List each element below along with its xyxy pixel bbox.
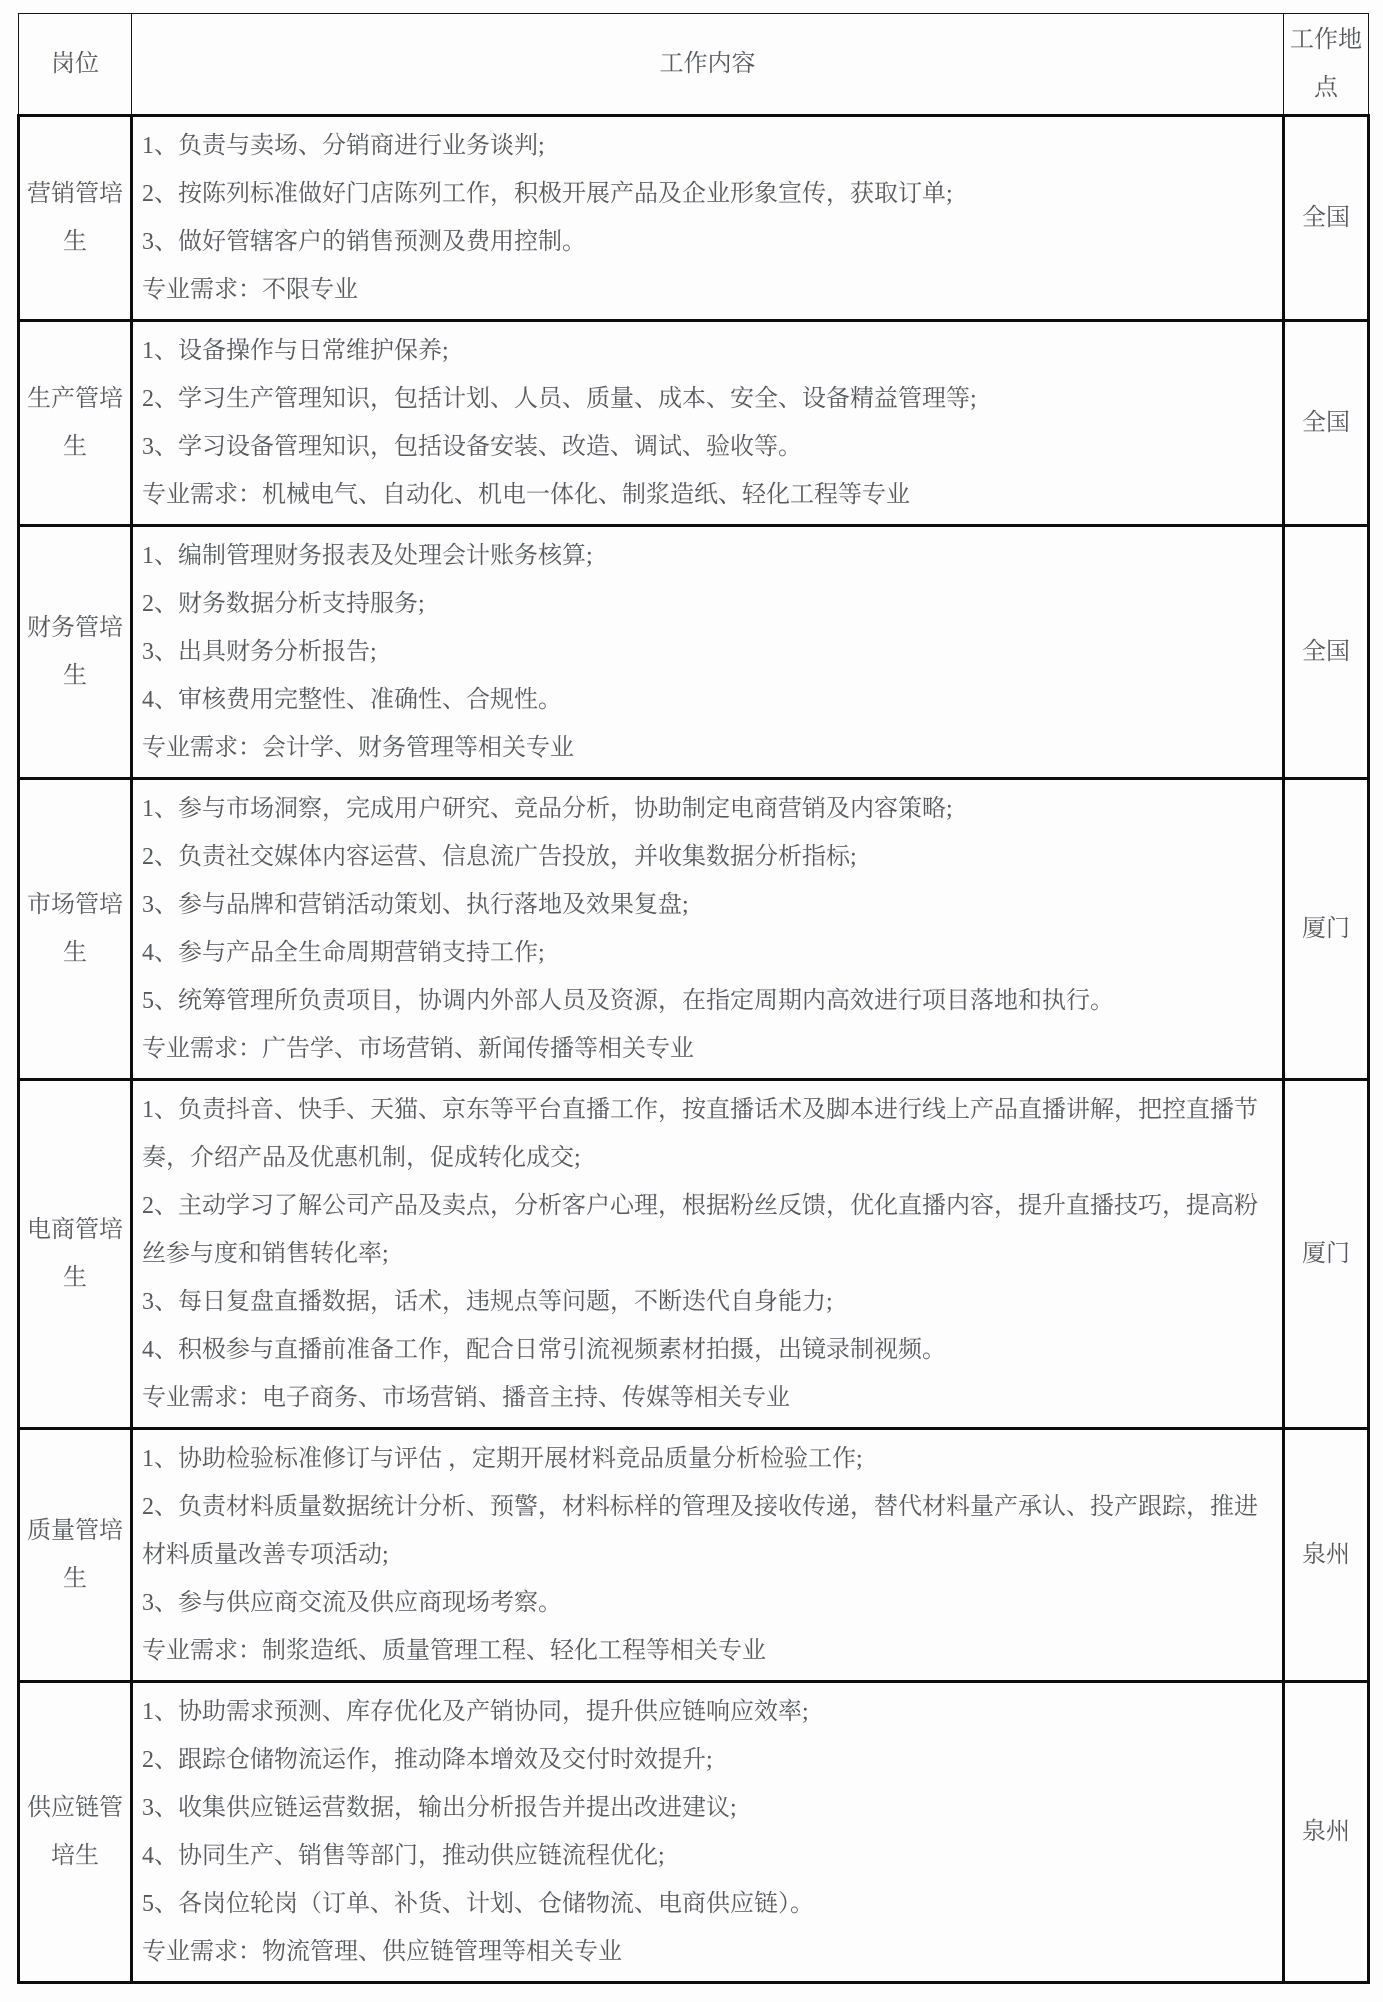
duties-cell <box>132 1429 1284 1682</box>
location-cell: 全国 <box>1284 116 1369 321</box>
job-postings-table <box>17 13 1370 1984</box>
duty-line: 2、主动学习了解公司产品及卖点，分析客户心理，根据粉丝反馈，优化直播内容，提升直播技巧，提高粉丝参与度和销售转化率; <box>142 1193 1258 1267</box>
header-position: 岗位 <box>19 14 132 116</box>
duty-line: 1、协助检验标准修订与评估 ，定期开展材料竞品质量分析检验工作; <box>142 1446 863 1472</box>
duties-cell <box>132 1682 1284 1983</box>
duty-line: 3、参与品牌和营销活动策划、执行落地及效果复盘; <box>142 892 689 918</box>
location-cell: 厦门 <box>1284 779 1369 1080</box>
duties-cell <box>132 321 1284 526</box>
duty-line: 5、各岗位轮岗（订单、补货、计划、仓储物流、电商供应链）。 <box>142 1891 814 1917</box>
position-cell: 生产管培生 <box>19 321 132 526</box>
location-cell: 厦门 <box>1284 1080 1369 1429</box>
duty-line: 3、学习设备管理知识，包括设备安装、改造、调试、验收等。 <box>142 434 802 460</box>
duties-cell <box>132 116 1284 321</box>
duty-line: 专业需求：电子商务、市场营销、播音主持、传媒等相关专业 <box>142 1385 790 1411</box>
location-cell: 全国 <box>1284 321 1369 526</box>
duty-line: 3、收集供应链运营数据，输出分析报告并提出改进建议; <box>142 1795 737 1821</box>
duty-line: 2、学习生产管理知识，包括计划、人员、质量、成本、安全、设备精益管理等; <box>142 386 977 412</box>
location-cell: 全国 <box>1284 526 1369 779</box>
table-row <box>19 321 1369 526</box>
duty-line: 1、编制管理财务报表及处理会计账务核算; <box>142 543 593 569</box>
duty-line: 4、协同生产、销售等部门，推动供应链流程优化; <box>142 1843 665 1869</box>
table-row <box>19 526 1369 779</box>
table-row <box>19 779 1369 1080</box>
duty-line: 1、协助需求预测、库存优化及产销协同，提升供应链响应效率; <box>142 1699 809 1725</box>
duties-cell <box>132 1080 1284 1429</box>
location-cell: 泉州 <box>1284 1429 1369 1682</box>
duty-line: 4、审核费用完整性、准确性、合规性。 <box>142 687 562 713</box>
table-body <box>19 116 1369 1983</box>
duty-line: 专业需求：会计学、财务管理等相关专业 <box>142 735 574 761</box>
position-cell: 电商管培生 <box>19 1080 132 1429</box>
duty-line: 5、统筹管理所负责项目，协调内外部人员及资源，在指定周期内高效进行项目落地和执行。 <box>142 988 1114 1014</box>
duty-line: 专业需求：制浆造纸、质量管理工程、轻化工程等相关专业 <box>142 1638 766 1664</box>
duty-line: 2、跟踪仓储物流运作，推动降本增效及交付时效提升; <box>142 1747 713 1773</box>
location-cell: 泉州 <box>1284 1682 1369 1983</box>
position-cell: 财务管培生 <box>19 526 132 779</box>
header-location: 工作地点 <box>1284 14 1369 116</box>
duty-line: 专业需求：广告学、市场营销、新闻传播等相关专业 <box>142 1036 694 1062</box>
table-row <box>19 1080 1369 1429</box>
position-cell: 供应链管培生 <box>19 1682 132 1983</box>
header-duties: 工作内容 <box>132 14 1284 116</box>
duty-line: 3、每日复盘直播数据，话术，违规点等问题，不断迭代自身能力; <box>142 1289 833 1315</box>
duty-line: 1、参与市场洞察，完成用户研究、竞品分析，协助制定电商营销及内容策略; <box>142 796 953 822</box>
duty-line: 专业需求：物流管理、供应链管理等相关专业 <box>142 1939 622 1965</box>
duty-line: 1、设备操作与日常维护保养; <box>142 338 449 364</box>
duty-line: 2、负责社交媒体内容运营、信息流广告投放，并收集数据分析指标; <box>142 844 857 870</box>
table-row <box>19 1429 1369 1682</box>
duty-line: 3、参与供应商交流及供应商现场考察。 <box>142 1590 562 1616</box>
duties-cell <box>132 526 1284 779</box>
duty-line: 2、按陈列标准做好门店陈列工作，积极开展产品及企业形象宣传，获取订单; <box>142 181 953 207</box>
position-cell: 市场管培生 <box>19 779 132 1080</box>
duty-line: 3、做好管辖客户的销售预测及费用控制。 <box>142 229 586 255</box>
duty-line: 2、财务数据分析支持服务; <box>142 591 425 617</box>
duty-line: 4、参与产品全生命周期营销支持工作; <box>142 940 545 966</box>
table-row <box>19 1682 1369 1983</box>
duty-line: 专业需求：机械电气、自动化、机电一体化、制浆造纸、轻化工程等专业 <box>142 482 910 508</box>
duty-line: 4、积极参与直播前准备工作，配合日常引流视频素材拍摄，出镜录制视频。 <box>142 1337 946 1363</box>
table-row <box>19 116 1369 321</box>
duty-line: 3、出具财务分析报告; <box>142 639 377 665</box>
table-header <box>19 14 1369 116</box>
duty-line: 1、负责与卖场、分销商进行业务谈判; <box>142 133 545 159</box>
position-cell: 质量管培生 <box>19 1429 132 1682</box>
duty-line: 1、负责抖音、快手、天猫、京东等平台直播工作，按直播话术及脚本进行线上产品直播讲解，把控直播节奏，介绍产品及优惠机制，促成转化成交; <box>142 1097 1258 1171</box>
duties-cell <box>132 779 1284 1080</box>
duty-line: 专业需求：不限专业 <box>142 277 358 303</box>
position-cell: 营销管培生 <box>19 116 132 321</box>
duty-line: 2、负责材料质量数据统计分析、预警，材料标样的管理及接收传递，替代材料量产承认、投产跟踪，推进材料质量改善专项活动; <box>142 1494 1258 1568</box>
header-row <box>19 14 1369 116</box>
